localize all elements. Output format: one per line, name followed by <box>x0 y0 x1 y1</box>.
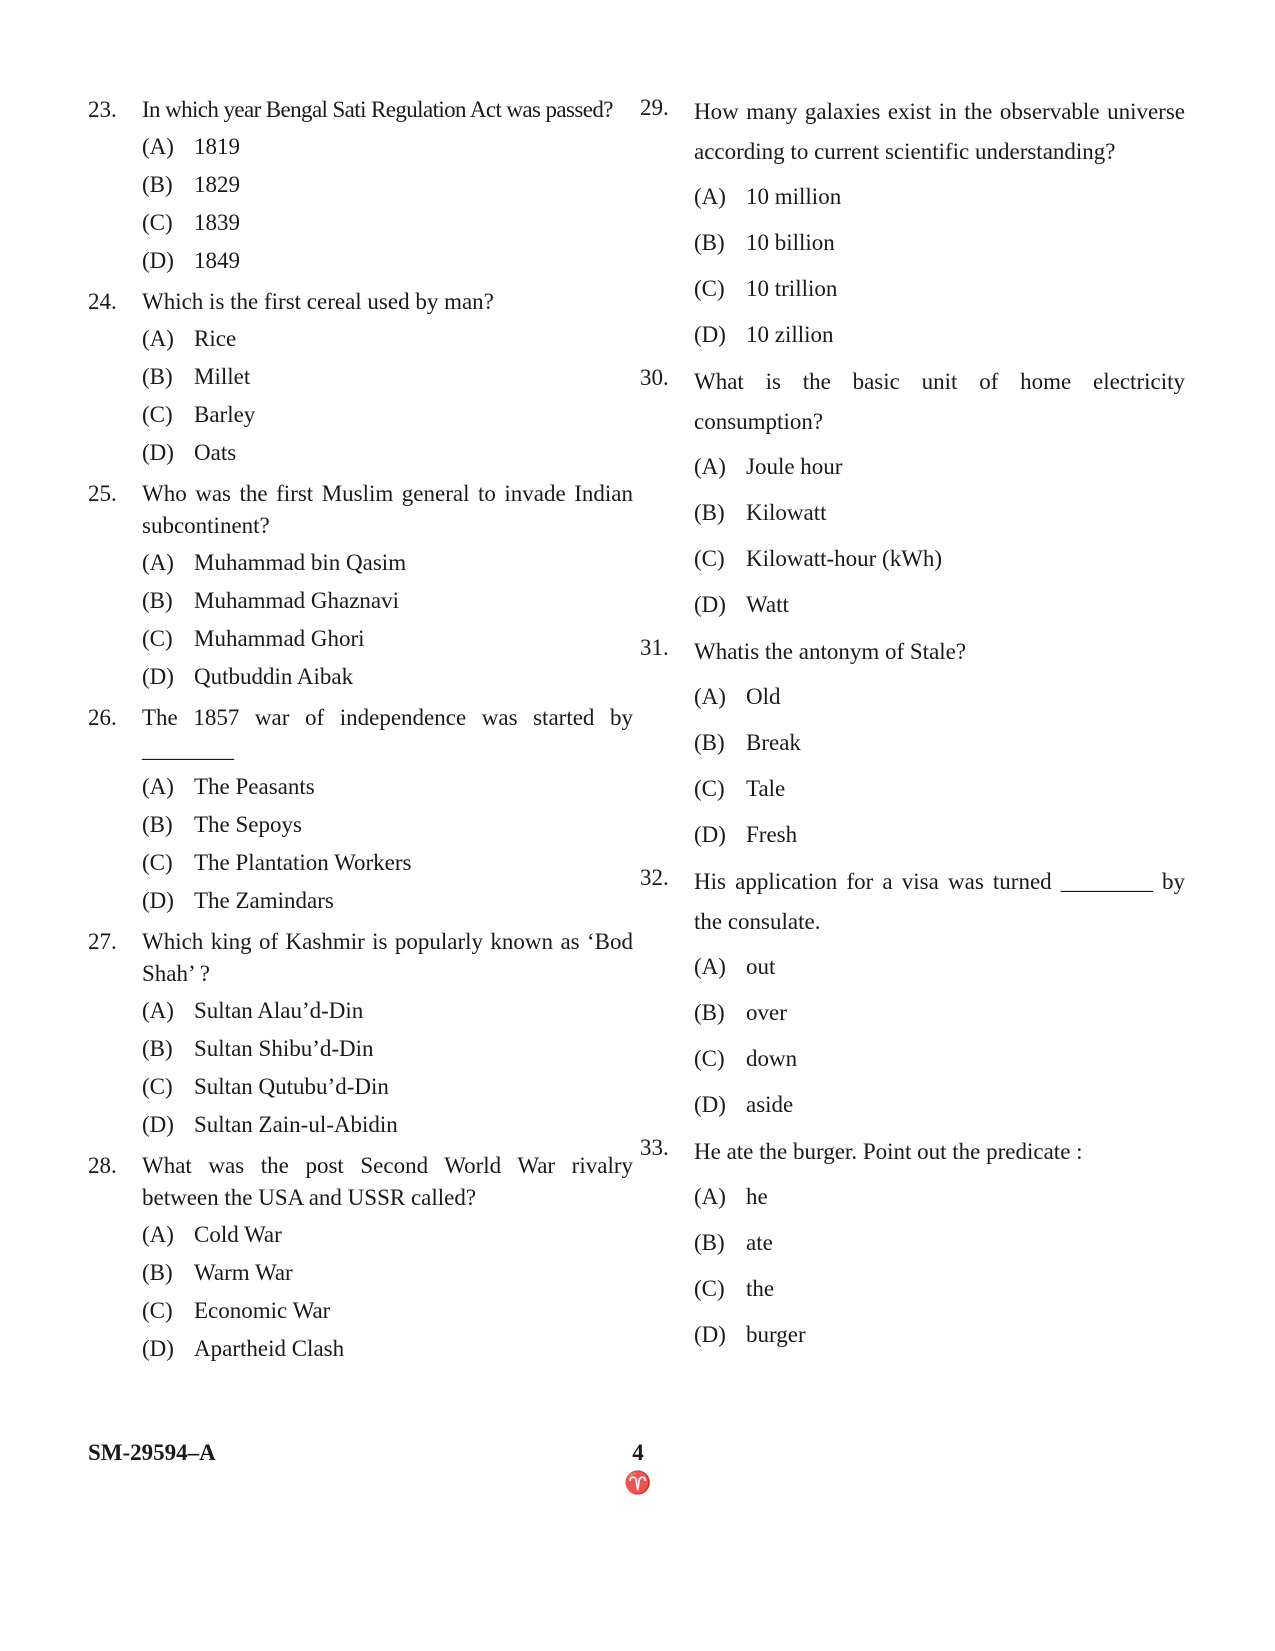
option-a <box>142 992 633 1030</box>
option-label: (C) <box>142 850 173 875</box>
option-c <box>694 536 1185 582</box>
option-text: 10 trillion <box>746 276 838 301</box>
option-d <box>142 1106 633 1144</box>
option-text: over <box>746 1000 787 1025</box>
question-28 <box>88 1150 633 1368</box>
option-c <box>694 1266 1185 1312</box>
question-text: His application for a visa was turned ________ by the consulate. <box>694 869 1185 934</box>
option-c <box>142 204 633 242</box>
booklet-code: SM-29594–A <box>88 1440 216 1465</box>
option-text: 1839 <box>194 210 240 235</box>
option-b <box>142 806 633 844</box>
option-label: (D) <box>142 248 174 273</box>
question-text: Which king of Kashmir is popularly known as ‘Bod Shah’ ? <box>142 929 633 986</box>
option-text: aside <box>746 1092 794 1117</box>
option-b <box>694 1220 1185 1266</box>
question-31 <box>640 632 1185 858</box>
option-text: 1819 <box>194 134 240 159</box>
option-text: Muhammad Ghaznavi <box>194 588 400 613</box>
question-33 <box>640 1132 1185 1358</box>
option-label: (A) <box>142 998 174 1023</box>
option-text: Joule hour <box>746 454 843 479</box>
left-column <box>88 88 633 1368</box>
option-label: (B) <box>694 1000 725 1025</box>
option-label: (D) <box>694 1322 726 1347</box>
option-label: (A) <box>142 326 174 351</box>
option-a <box>142 128 633 166</box>
question-text: The 1857 war of independence was started by ________ <box>142 705 633 762</box>
option-list <box>142 128 633 280</box>
option-text: Fresh <box>746 822 798 847</box>
option-a <box>142 1216 633 1254</box>
option-b <box>142 582 633 620</box>
option-a <box>694 674 1185 720</box>
option-a <box>694 944 1185 990</box>
question-number: 24. <box>88 289 117 314</box>
question-text: Which is the first cereal used by man? <box>142 289 494 314</box>
question-number: 27. <box>88 929 117 954</box>
option-text: Sultan Qutubu’d-Din <box>194 1074 389 1099</box>
question-29 <box>640 92 1185 358</box>
option-text: Barley <box>194 402 256 427</box>
option-text: 10 billion <box>746 230 835 255</box>
option-d <box>142 882 633 920</box>
option-label: (C) <box>694 546 725 571</box>
option-text: Muhammad bin Qasim <box>194 550 407 575</box>
aries-symbol-icon: ♈ <box>624 1470 652 1495</box>
question-32 <box>640 862 1185 1128</box>
option-list <box>142 1216 633 1368</box>
option-label: (D) <box>142 1336 174 1361</box>
option-b <box>142 1254 633 1292</box>
option-text: Break <box>746 730 801 755</box>
option-text: Old <box>746 684 781 709</box>
option-c <box>694 266 1185 312</box>
option-text: 1849 <box>194 248 240 273</box>
option-a <box>142 320 633 358</box>
question-text: Whatis the antonym of Stale? <box>694 639 967 664</box>
question-number: 26. <box>88 705 117 730</box>
option-text: The Zamindars <box>194 888 334 913</box>
option-text: Sultan Alau’d-Din <box>194 998 364 1023</box>
option-list <box>142 544 633 696</box>
option-label: (C) <box>694 1046 725 1071</box>
option-label: (C) <box>142 402 173 427</box>
option-text: The Peasants <box>194 774 315 799</box>
question-text: What was the post Second World War rivalry between the USA and USSR called? <box>142 1153 633 1210</box>
option-c <box>142 844 633 882</box>
option-b <box>694 720 1185 766</box>
option-text: Qutbuddin Aibak <box>194 664 354 689</box>
option-a <box>142 768 633 806</box>
option-label: (C) <box>142 210 173 235</box>
option-d <box>142 242 633 280</box>
option-c <box>694 766 1185 812</box>
option-b <box>142 166 633 204</box>
option-label: (C) <box>142 626 173 651</box>
question-number: 32. <box>640 865 669 890</box>
question-number: 23. <box>88 97 117 122</box>
option-label: (B) <box>694 500 725 525</box>
option-text: Economic War <box>194 1298 331 1323</box>
option-text: ate <box>746 1230 773 1255</box>
question-number: 31. <box>640 635 669 660</box>
option-c <box>694 1036 1185 1082</box>
page-number: 4 <box>632 1440 644 1465</box>
option-label: (D) <box>694 322 726 347</box>
option-text: burger <box>746 1322 806 1347</box>
option-text: Rice <box>194 326 237 351</box>
question-text: What is the basic unit of home electricity consumption? <box>694 369 1185 434</box>
option-text: Tale <box>746 776 786 801</box>
option-text: Kilowatt <box>746 500 827 525</box>
question-number: 28. <box>88 1153 117 1178</box>
option-label: (A) <box>142 134 174 159</box>
option-label: (A) <box>694 684 726 709</box>
option-d <box>142 1330 633 1368</box>
option-label: (D) <box>142 1112 174 1137</box>
option-text: 10 zillion <box>746 322 834 347</box>
question-number: 25. <box>88 481 117 506</box>
option-label: (B) <box>694 230 725 255</box>
option-label: (A) <box>142 550 174 575</box>
option-label: (D) <box>694 1092 726 1117</box>
option-list <box>142 992 633 1144</box>
option-label: (B) <box>694 1230 725 1255</box>
option-text: Oats <box>194 440 237 465</box>
option-label: (B) <box>142 588 173 613</box>
option-label: (A) <box>142 774 174 799</box>
option-label: (B) <box>142 1036 173 1061</box>
question-27 <box>88 926 633 1144</box>
option-b <box>694 220 1185 266</box>
option-text: he <box>746 1184 768 1209</box>
option-label: (A) <box>694 954 726 979</box>
option-label: (C) <box>694 1276 725 1301</box>
option-label: (A) <box>694 454 726 479</box>
option-text: Millet <box>194 364 251 389</box>
question-text: He ate the burger. Point out the predicate : <box>694 1139 1083 1164</box>
question-30 <box>640 362 1185 628</box>
option-text: 10 million <box>746 184 842 209</box>
option-list <box>694 674 1185 858</box>
right-column <box>640 88 1185 1358</box>
option-a <box>694 174 1185 220</box>
option-text: The Sepoys <box>194 812 302 837</box>
option-d <box>694 312 1185 358</box>
option-d <box>694 812 1185 858</box>
option-a <box>142 544 633 582</box>
option-label: (C) <box>142 1074 173 1099</box>
option-label: (B) <box>142 1260 173 1285</box>
option-c <box>142 396 633 434</box>
question-26 <box>88 702 633 920</box>
option-label: (B) <box>142 172 173 197</box>
option-text: Muhammad Ghori <box>194 626 365 651</box>
option-label: (B) <box>142 364 173 389</box>
option-a <box>694 1174 1185 1220</box>
question-number: 29. <box>640 95 669 120</box>
option-text: Sultan Shibu’d-Din <box>194 1036 374 1061</box>
option-label: (D) <box>142 888 174 913</box>
option-list <box>142 320 633 472</box>
option-c <box>142 1068 633 1106</box>
option-d <box>142 658 633 696</box>
option-text: The Plantation Workers <box>194 850 412 875</box>
option-d <box>694 1312 1185 1358</box>
option-d <box>142 434 633 472</box>
option-label: (C) <box>142 1298 173 1323</box>
option-c <box>142 620 633 658</box>
option-text: Watt <box>746 592 789 617</box>
option-text: out <box>746 954 776 979</box>
option-list <box>694 444 1185 628</box>
option-label: (D) <box>142 440 174 465</box>
option-label: (C) <box>694 276 725 301</box>
option-label: (D) <box>142 664 174 689</box>
option-text: Kilowatt-hour (kWh) <box>746 546 943 571</box>
question-text: How many galaxies exist in the observable universe according to current scientific understanding? <box>694 99 1185 164</box>
option-list <box>142 768 633 920</box>
option-b <box>142 1030 633 1068</box>
option-label: (B) <box>142 812 173 837</box>
option-list <box>694 944 1185 1128</box>
option-text: Apartheid Clash <box>194 1336 345 1361</box>
option-label: (D) <box>694 822 726 847</box>
option-c <box>142 1292 633 1330</box>
option-b <box>142 358 633 396</box>
question-number: 30. <box>640 365 669 390</box>
option-label: (B) <box>694 730 725 755</box>
option-a <box>694 444 1185 490</box>
option-text: Sultan Zain-ul-Abidin <box>194 1112 398 1137</box>
option-d <box>694 1082 1185 1128</box>
question-25 <box>88 478 633 696</box>
question-23 <box>88 94 633 280</box>
question-text: In which year Bengal Sati Regulation Act was passed? <box>142 97 613 122</box>
option-d <box>694 582 1185 628</box>
option-list <box>694 1174 1185 1358</box>
option-label: (D) <box>694 592 726 617</box>
option-label: (A) <box>694 184 726 209</box>
option-text: Cold War <box>194 1222 282 1247</box>
option-b <box>694 990 1185 1036</box>
option-b <box>694 490 1185 536</box>
option-list <box>694 174 1185 358</box>
option-text: down <box>746 1046 798 1071</box>
option-text: Warm War <box>194 1260 293 1285</box>
option-text: the <box>746 1276 775 1301</box>
question-24 <box>88 286 633 472</box>
question-text: Who was the first Muslim general to invade Indian subcontinent? <box>142 481 633 538</box>
option-label: (C) <box>694 776 725 801</box>
question-number: 33. <box>640 1135 669 1160</box>
option-label: (A) <box>142 1222 174 1247</box>
option-label: (A) <box>694 1184 726 1209</box>
option-text: 1829 <box>194 172 240 197</box>
